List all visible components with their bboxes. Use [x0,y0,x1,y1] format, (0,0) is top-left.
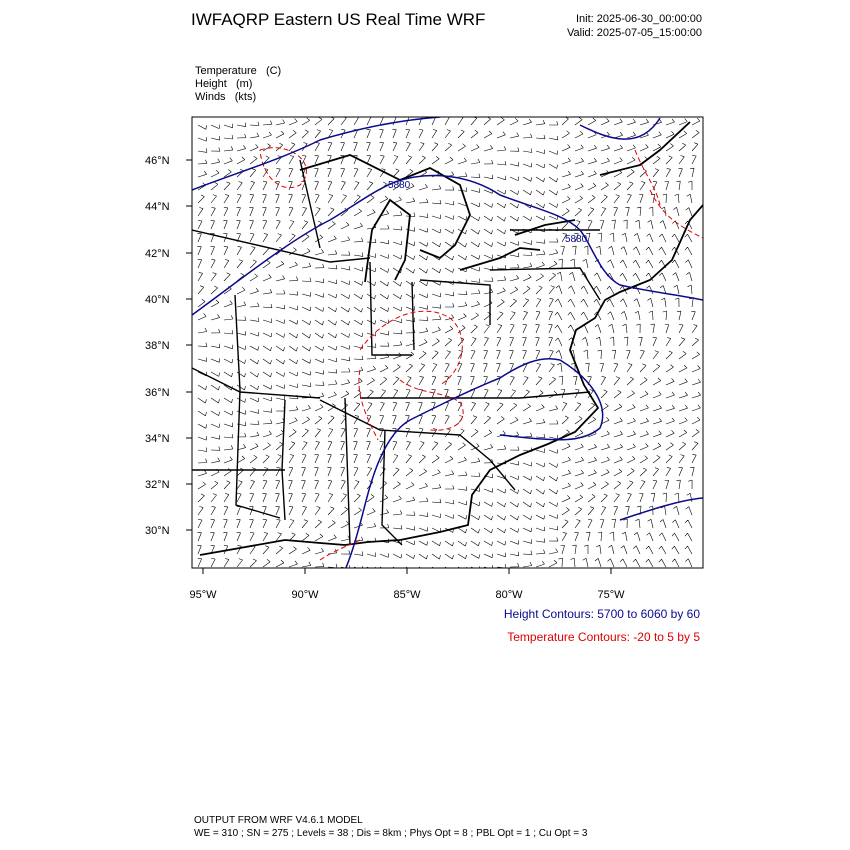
temperature-contours [260,148,703,560]
lat-label: 42°N [145,248,170,260]
model-info: OUTPUT FROM WRF V4.6.1 MODEL [194,815,363,826]
lat-label: 40°N [145,294,170,306]
lat-label: 46°N [145,155,170,167]
temperature-contour-note: Temperature Contours: -20 to 5 by 5 [507,630,700,644]
lat-label: 32°N [145,479,170,491]
height-contour-label: 5880 [388,180,411,191]
field-name: Winds [195,91,226,103]
valid-time: Valid: 2025-07-05_15:00:00 [567,27,702,39]
field-name: Height [195,78,227,90]
field-name: Temperature [195,65,257,77]
longitude-axis [189,568,625,601]
plot-frame [192,117,703,568]
field-unit: (m) [235,78,253,90]
field-unit: (C) [265,65,282,77]
lon-label: 90°W [291,589,319,601]
model-config: WE = 310 ; SN = 275 ; Levels = 38 ; Dis = 8km ; Phys Opt = 8 ; PBL Opt = 1 ; Cu Opt = 3 [194,828,588,839]
lon-label: 85°W [393,589,421,601]
lat-label: 44°N [145,201,170,213]
field-unit: (kts) [234,91,257,103]
wind-barb-path [197,116,700,572]
height-contour-note: Height Contours: 5700 to 6060 by 60 [503,607,700,621]
lon-label: 95°W [189,589,217,601]
lat-label: 30°N [145,525,170,537]
wind-barbs [197,116,700,572]
lat-label: 36°N [145,387,170,399]
init-time: Init: 2025-06-30_00:00:00 [576,13,702,25]
height-contours [192,117,703,600]
chart-title: IWFAQRP Eastern US Real Time WRF [191,10,486,29]
lat-label: 34°N [145,433,170,445]
latitude-axis [145,155,192,537]
height-contour-label: 5880 [565,234,588,245]
lon-label: 80°W [495,589,523,601]
lon-label: 75°W [597,589,625,601]
lat-label: 38°N [145,340,170,352]
